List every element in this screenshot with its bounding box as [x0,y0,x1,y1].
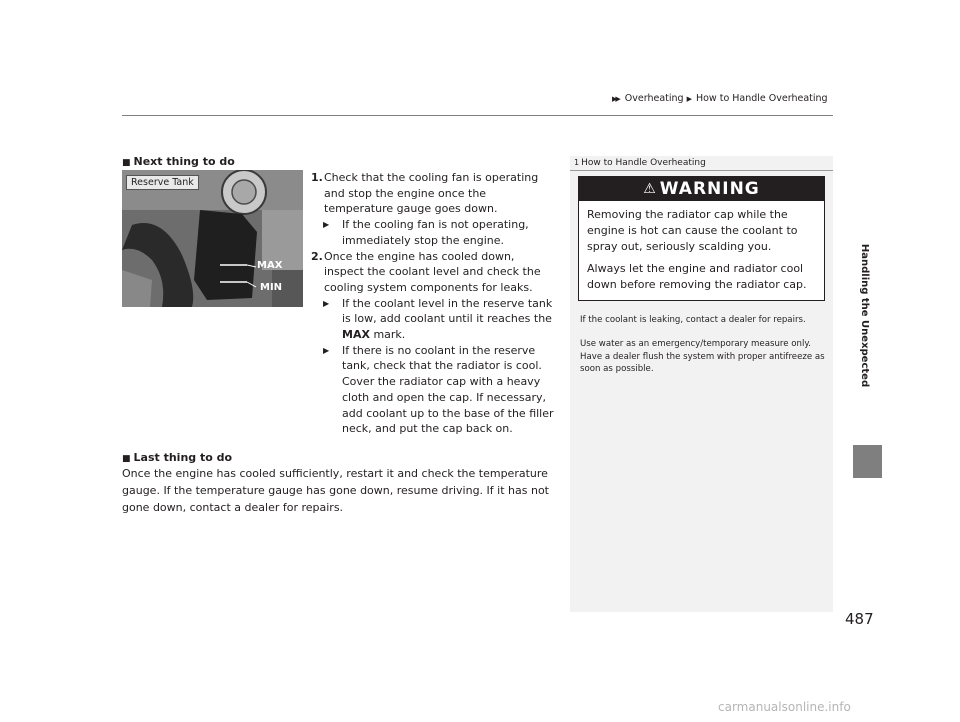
header-divider [122,115,833,116]
steps-list [311,170,556,437]
reserve-tank-label: Reserve Tank [126,175,199,190]
warning-box [578,176,825,301]
watermark: carmanualsonline.info [718,700,851,714]
step-2: 2. Once the engine has cooled down, inspect the coolant level and check the cooling system components for leaks. [311,249,541,294]
breadcrumb [612,93,828,104]
breadcrumb-overheating[interactable]: Overheating [624,93,684,104]
sidebar-notes [570,156,833,612]
arrow-icon: ▶ [686,94,690,103]
step-1-sub: ▶ If the cooling fan is not operating, immediately stop the engine. [323,218,529,247]
note-leak: If the coolant is leaking, contact a dealer for repairs. [580,315,806,325]
warning-text-1: Removing the radiator cap while the engine is hot can cause the coolant to spray out, seriously scalding you. [587,208,798,253]
page-number: 487 [845,610,874,628]
last-thing-heading: ■ Last thing to do [122,451,233,464]
warning-text-2: Always let the engine and radiator cool down before removing the radiator cap. [587,262,807,291]
step-1: 1. Check that the cooling fan is operating and stop the engine once the temperature gauge goes down. [311,171,539,216]
arrow-icon: ▶ [323,345,328,355]
breadcrumb-how-to-handle[interactable]: How to Handle Overheating [695,93,828,104]
step-2-sub-b: ▶ If there is no coolant in the reserve tank, check that the radiator is cool. Cover the radiator cap with a heavy cloth and open the cap. If necessary, add coolant up to the base of the filler neck, and put the cap back on. [323,343,554,436]
engine-photo [122,170,303,307]
sidebar-title: 1 How to Handle Overheating [574,158,706,168]
reference-icon: 1 [574,158,580,167]
arrow-icon: ▶ [323,298,328,308]
note-water: Use water as an emergency/temporary measure only. Have a dealer flush the system with proper antifreeze as soon as possible. [580,339,825,374]
warning-triangle-icon: ⚠ [643,181,657,197]
arrow-icon: ▶ [323,220,328,230]
next-thing-heading: ■ Next thing to do [122,155,235,168]
warning-header: ⚠ WARNING [579,177,824,201]
square-bullet-icon: ■ [122,158,131,168]
section-tab-label: Handling the Unexpected [859,243,871,387]
square-bullet-icon: ■ [122,454,131,464]
double-arrow-icon: ▶▶ [612,94,619,103]
min-label: MIN [260,282,283,293]
last-thing-text: Once the engine has cooled sufficiently, restart it and check the temperature gauge. If the temperature gauge has gone down, resume driving. If it has not gone down, contact a dealer for repairs. [122,467,549,514]
sidebar-divider [570,170,833,171]
section-tab-marker [853,445,882,478]
max-label: MAX [257,260,283,271]
step-2-sub-a: ▶ If the coolant level in the reserve tank is low, add coolant until it reaches the MAX mark. [323,296,553,342]
